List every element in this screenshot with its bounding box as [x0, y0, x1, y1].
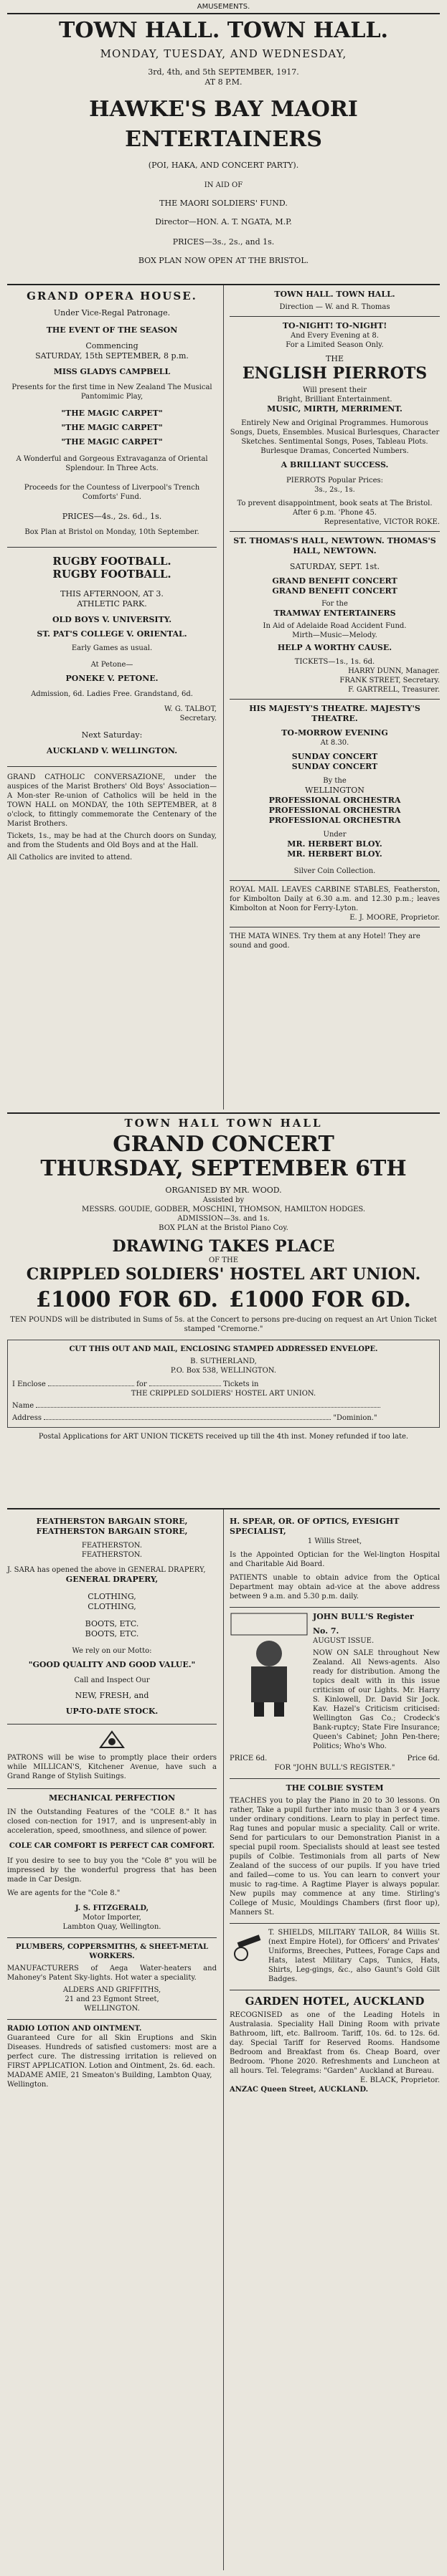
featherston-town-1: FEATHERSTON.: [81, 1542, 143, 1550]
coupon-address-line: [12, 1413, 435, 1423]
colbie-head: THE COLBIE SYSTEM: [286, 1783, 384, 1793]
his-majesty-bloy2: MR. HERBERT BLOY.: [287, 849, 382, 859]
concert-ten: TEN POUNDS will be distributed in Sums of 5s. at the Concert to persons pre-ducing on request an Art Union Ticket stamped "Cremorne.": [10, 1316, 437, 1333]
john-bull-figure-icon: [230, 1612, 309, 1719]
rugby-petone: At Petone—: [90, 661, 133, 669]
register-for: FOR "JOHN BULL'S REGISTER.": [274, 1764, 395, 1772]
plumbers-firm: ALDERS AND GRIFFITHS,: [62, 1986, 161, 1994]
spear-ad: [230, 1517, 440, 1601]
his-majesty-sc2: SUNDAY CONCERT: [291, 762, 378, 771]
pierrots-every: And Every Evening at 8.: [291, 332, 379, 340]
catholic-text: GRAND CATHOLIC CONVERSAZIONE, under the auspices of the Marist Brothers' Old Boys' Association—A Mon-ster Re-union of Catholics will be held in the TOWN HALL on MONDAY, the 10th SEPTEMBER, at 8 o'clock, to fittingly commemorate the Centenary of the Marist Brothers.: [7, 773, 217, 828]
pierrots-rep: Representative, VICTOR ROKE.: [324, 518, 440, 526]
rule-plumbers: [7, 2019, 217, 2020]
mechanical-cole: COLE CAR COMFORT IS PERFECT CAR COMFORT.: [9, 1842, 215, 1850]
grand-concert-ad: [7, 1117, 440, 1441]
garden-head: GARDEN HOTEL, AUCKLAND: [245, 1995, 425, 2008]
rugby-next: Next Saturday:: [81, 730, 143, 740]
column-divider-1: [223, 285, 224, 1110]
st-thomas-gbc1: GRAND BENEFIT CONCERT: [272, 576, 397, 586]
his-majesty-po1: PROFESSIONAL ORCHESTRA: [268, 796, 401, 805]
st-thomas-head: ST. THOMAS'S HALL, NEWTOWN. THOMAS'S HALL, NEWTOWN.: [233, 536, 436, 555]
maori-prices: PRICES—3s., 2s., and 1s.: [172, 237, 275, 247]
rugby-match-1: OLD BOYS V. UNIVERSITY.: [52, 615, 172, 624]
maori-title: HAWKE'S BAY MAORI: [89, 97, 358, 122]
st-thomas-tramway: TRAMWAY ENTERTAINERS: [273, 609, 396, 618]
his-majesty-welly: WELLINGTON: [305, 786, 364, 795]
coupon-address-blank[interactable]: [44, 1419, 331, 1420]
radio-text: Guaranteed Cure for all Skin Eruptions and Skin Diseases. Hundreds of satisfied customers: most are a perfect cure. The distressing irritation is relieved on FIRST APPLICATION. Lotion and Ointment, 2s. 6d. each.: [7, 2034, 217, 2070]
rule-rugby: [7, 766, 217, 767]
pierrots-head: TOWN HALL. TOWN HALL.: [274, 290, 395, 299]
rule-colbie: [230, 1923, 440, 1924]
mechanical-agents: We are agents for the "Cole 8.": [7, 1889, 121, 1897]
section-header: AMUSEMENTS.: [197, 3, 250, 11]
opera-carpet-2: "THE MAGIC CARPET": [61, 423, 163, 432]
mechanical-ad: [7, 1793, 217, 1932]
opera-head: GRAND OPERA HOUSE.: [27, 290, 197, 302]
his-majesty-by: By the: [323, 777, 347, 785]
his-majesty-tomorrow: TO-MORROW EVENING: [281, 728, 388, 738]
concert-prize-2: £1000 FOR 6D.: [229, 1287, 411, 1312]
townhall-days: MONDAY, TUESDAY, AND WEDNESDAY,: [100, 47, 347, 60]
rugby-admission: Admission, 6d. Ladies Free. Grandstand, 6d.: [31, 690, 193, 698]
mechanical-lambton: Lambton Quay, Wellington.: [62, 1923, 161, 1931]
register-august: AUGUST ISSUE.: [313, 1637, 375, 1645]
rugby-match-3: PONEKE V. PETONE.: [65, 674, 159, 683]
coupon-name-line: [12, 1401, 435, 1411]
shields-ad: [230, 1928, 440, 1984]
townhall-title: TOWN HALL. TOWN HALL.: [59, 18, 388, 43]
radio-head: RADIO LOTION AND OINTMENT.: [7, 2025, 142, 2033]
rugby-match-4: AUCKLAND V. WELLINGTON.: [46, 746, 178, 755]
concert-head: TOWN HALL TOWN HALL: [124, 1117, 323, 1130]
st-thomas-sat: SATURDAY, SEPT. 1st.: [289, 562, 380, 571]
pierrots-ad: [230, 290, 440, 527]
anzac-text: ANZAC Queen Street, AUCKLAND.: [230, 2086, 369, 2094]
catholic-tickets: Tickets, 1s., may be had at the Church doors on Sunday, and from the Students and Old Boys and at the Hall.: [7, 832, 217, 849]
register-now: NOW ON SALE throughout New Zealand. All News-agents. Also ready for distribution. Among the topics dealt with in this issue criticism of our Lights. Mr. Harry S. Kinlowell, Dr. David Sir Jock. Kav. Hazel's Criticism criticised: Wellington Gas Co.; Crodeck's Bank-ruptcy; State Fire Insurance; Queen's Cabinet; John Pen-there; Politics; Who's Who.: [313, 1649, 440, 1750]
featherston-uptodate: UP-TO-DATE STOCK.: [65, 1707, 159, 1716]
maori-aid: IN AID OF: [204, 181, 243, 189]
coupon-count-blank[interactable]: [149, 1385, 221, 1386]
plumbers-city: WELLINGTON.: [84, 2005, 140, 2013]
opera-proceeds: Proceeds for the Countess of Liverpool's Trench Comforts' Fund.: [24, 484, 200, 501]
mechanical-fitz: J. S. FITZGERALD,: [75, 1904, 149, 1912]
register-ad: [230, 1612, 440, 1751]
garden-sig: E. BLACK, Proprietor.: [359, 2076, 440, 2084]
concert-admission: ADMISSION—3s. and 1s.: [177, 1215, 270, 1223]
left-column-lower: [7, 1517, 217, 2089]
his-majesty-ad: [230, 704, 440, 876]
register-no: No. 7.: [313, 1626, 339, 1636]
radio-ad: [7, 2024, 217, 2089]
his-majesty-under: Under: [323, 831, 347, 839]
rugby-early: Early Games as usual.: [71, 644, 153, 652]
townhall-maori-ad: [7, 19, 440, 266]
concert-prizes: [7, 1288, 440, 1312]
featherston-town-2: FEATHERSTON.: [81, 1551, 143, 1559]
concert-hostel: CRIPPLED SOLDIERS' HOSTEL ART UNION.: [26, 1265, 421, 1284]
shields-text: T. SHIELDS, MILITARY TAILOR, 84 Willis St. (next Empire Hotel), for Officers' and Privates' Uniforms, Breeches, Puttees, Forage Caps and Hats, latest Military Caps, Tunics, Hats, Shirts, Leg-gings, &c., also Gaunt's Gold Gilt Badges.: [268, 1929, 440, 1983]
catholic-invited: All Catholics are invited to attend.: [7, 854, 133, 862]
spear-patients: PATIENTS unable to obtain advice from the Optical Department may obtain ad-vice at the above address between 9 a.m. and 5.30 p.m. daily.: [230, 1574, 440, 1601]
coupon-sutherland: B. SUTHERLAND,: [190, 1358, 257, 1365]
register-badge: JOHN BULL'S Register: [313, 1612, 414, 1621]
coupon-cut: CUT THIS OUT AND MAIL, ENCLOSING STAMPED ADDRESSED ENVELOPE.: [69, 1345, 378, 1353]
royal-mail-sig: E. J. MOORE, Proprietor.: [349, 914, 440, 922]
register-prices: [230, 1754, 440, 1763]
mechanical-if: If you desire to see to buy you the "Cole 8" you will be impressed by the wonderful progress that has been made in Car Design.: [7, 1857, 217, 1884]
featherston-gd: GENERAL DRAPERY,: [65, 1575, 159, 1584]
st-thomas-aid: In Aid of Adelaide Road Accident Fund.: [263, 622, 407, 630]
rule-his-majesty: [230, 880, 440, 881]
register-price: PRICE 6d.: [230, 1755, 268, 1762]
garden-ad: [230, 1995, 440, 2094]
cannon-icon: [230, 1928, 264, 1962]
concert-prize-1: £1000 FOR 6D.: [36, 1287, 218, 1312]
rugby-head-2: RUGBY FOOTBALL.: [52, 568, 171, 581]
his-majesty-head: HIS MAJESTY'S THEATRE. MAJESTY'S THEATRE.: [249, 704, 420, 723]
pierrots-music: MUSIC, MIRTH, MERRIMENT.: [267, 404, 403, 414]
pierrots-title: ENGLISH PIERROTS: [242, 364, 428, 383]
coupon-address: Address: [12, 1414, 42, 1422]
register-price-2: Price 6d.: [407, 1755, 440, 1762]
st-thomas-help: HELP A WORTHY CAUSE.: [277, 643, 392, 652]
concert-grand: GRAND CONCERT: [113, 1132, 334, 1157]
coupon-name-blank[interactable]: [36, 1407, 380, 1408]
maori-title2: ENTERTAINERS: [125, 127, 322, 152]
concert-boxplan: BOX PLAN at the Bristol Piano Coy.: [159, 1224, 288, 1232]
coupon-enclose: I Enclose: [12, 1380, 46, 1388]
featherston-ad: [7, 1517, 217, 1717]
pierrots-prices: 3s., 2s., 1s.: [314, 486, 355, 494]
concert-postal: Postal Applications for ART UNION TICKETS received up till the 4th inst. Money refunded if too late.: [38, 1433, 409, 1441]
st-thomas-tres: F. GARTRELL, Treasurer.: [348, 686, 440, 694]
opera-vice: Under Vice-Regal Patronage.: [53, 308, 171, 318]
rugby-secretary: Secretary.: [179, 715, 217, 722]
his-majesty-bloy1: MR. HERBERT BLOY.: [287, 839, 382, 849]
st-thomas-gbc2: GRAND BENEFIT CONCERT: [272, 586, 397, 596]
featherston-head-2: FEATHERSTON BARGAIN STORE,: [36, 1527, 188, 1536]
right-column-upper: [230, 290, 440, 950]
featherston-boots: BOOTS, ETC.: [85, 1619, 139, 1628]
maori-director: Director—HON. A. T. NGATA, M.P.: [155, 217, 292, 226]
featherston-clothing-2: CLOTHING,: [88, 1602, 136, 1611]
rule-st-thomas: [230, 699, 440, 700]
plumbers-ad: [7, 1942, 217, 2013]
featherston-boots-2: BOOTS, ETC.: [85, 1629, 139, 1638]
opera-ad: [7, 290, 217, 537]
pierrots-prices-h: PIERROTS Popular Prices:: [286, 477, 383, 485]
rule-millicans: [7, 1788, 217, 1789]
rugby-this: THIS AFTERNOON, AT 3.: [60, 589, 164, 598]
coupon-name: Name: [12, 1402, 34, 1410]
plumbers-addr: 21 and 23 Egmont Street,: [65, 1995, 159, 2003]
plumbers-head: PLUMBERS, COPPERSMITHS, & SHEET-METAL WORKERS.: [15, 1943, 209, 1960]
rule-spear: [230, 1607, 440, 1608]
garden-text: RECOGNISED as one of the Leading Hotels in Australasia. Speciality Hall Dining Room with private Bathroom, lift, etc. Ballroom. Tariff, 10s. 6d. to 12s. 6d. day. Special Tariff for Reserved Rooms. Handsome Bedroom and Breakfast from 6s. Cheap Board, over Bedroom. 'Phone 2020. Refreshments and Luncheon at all hours. Tel. Telegrams: "Garden" Auckland at Bureau.: [230, 2011, 440, 2075]
townhall-dates: 3rd, 4th, and 5th SEPTEMBER, 1917.: [148, 67, 299, 77]
rule-pierrots-b: [230, 531, 440, 532]
mechanical-motor: Motor Importer,: [83, 1914, 141, 1922]
his-majesty-silver: Silver Coin Collection.: [293, 867, 376, 875]
mechanical-head: MECHANICAL PERFECTION: [48, 1793, 175, 1803]
pierrots-prevent: To prevent disappointment, book seats at The Bristol. After 6 p.m. 'Phone 45.: [237, 500, 433, 517]
opera-boxplan: Box Plan at Bristol on Monday, 10th September.: [24, 528, 199, 536]
pierrots-season: For a Limited Season Only.: [286, 341, 384, 349]
left-column-upper: [7, 290, 217, 862]
concert-organised: ORGANISED BY MR. WOOD.: [165, 1186, 282, 1195]
rule-opera: [7, 547, 217, 548]
townhall-time: AT 8 P.M.: [204, 77, 243, 87]
spear-appointed: Is the Appointed Optician for the Wel-lington Hospital and Charitable Aid Board.: [230, 1551, 440, 1568]
rugby-match-2: ST. PAT'S COLLEGE V. ORIENTAL.: [37, 629, 187, 639]
coupon-dominion: "Dominion.": [333, 1414, 377, 1422]
colbie-text: TEACHES you to play the Piano in 20 to 30 lessons. On rather, Take a pupil further into music than 3 or 4 years under ordinary conditions. Learn to play in perfect time. Rag tunes and popular music a speciality. Call or write. Send for particulars to our Demonstration Pianist in a special pupil room. Specialists should at least see tested pupils of Colbie. Testimonials from all parts of New Zealand of the success of our pupils. If you have tried and failed—come to us. You can learn to convert your music to rag-time. A Ragtime Player is always popular. New pupils may commence at any time. Stirling's College of Music, Mouldings Chambers (first floor up), Manners St.: [230, 1797, 440, 1917]
concert-names: MESSRS. GOUDIE, GODBER, MOSCHINI, THOMSON, HAMILTON HODGES.: [81, 1206, 366, 1213]
spear-head: H. SPEAR, OR. OF OPTICS, EYESIGHT SPECIALIST,: [230, 1517, 400, 1536]
rugby-ad: [7, 555, 217, 756]
pierrots-new: Entirely New and Original Programmes. Humorous Songs, Duets, Ensembles. Musical Burlesques, Character Sketches. Sentimental Songs, Poses, Tableau Plots. Burlesque Dramas, Concerted Numbers.: [230, 419, 440, 455]
his-majesty-po2: PROFESSIONAL ORCHESTRA: [268, 806, 401, 815]
concert-drawing: DRAWING TAKES PLACE: [112, 1237, 335, 1256]
rule-pierrots-a: [230, 316, 440, 317]
coupon-fund: THE CRIPPLED SOLDIERS' HOSTEL ART UNION.: [131, 1390, 316, 1398]
rule-register: [230, 1778, 440, 1779]
opera-prices: PRICES—4s., 2s. 6d., 1s.: [62, 512, 162, 521]
rugby-head-1: RUGBY FOOTBALL.: [52, 555, 171, 568]
st-thomas-mirth: Mirth—Music—Melody.: [292, 631, 377, 639]
concert-date: THURSDAY, SEPTEMBER 6TH: [40, 1156, 407, 1181]
concert-of: OF THE: [208, 1256, 238, 1264]
opera-star: MISS GLADYS CAMPBELL: [53, 367, 171, 376]
royal-mail-ad: [230, 885, 440, 922]
opera-carpet-3: "THE MAGIC CARPET": [61, 437, 163, 447]
opera-commencing: Commencing: [85, 341, 138, 350]
mata-text: THE MATA WINES. Try them at any Hotel! They are sound and good.: [230, 932, 420, 950]
featherston-call: Call and Inspect Our: [74, 1676, 150, 1684]
pierrots-tonight: TO-NIGHT! TO-NIGHT!: [282, 321, 387, 330]
pierrots-the: THE: [326, 354, 344, 363]
pierrots-direction: Direction — W. and R. Thomas: [279, 303, 390, 311]
register-body: [313, 1612, 440, 1751]
opera-event: THE EVENT OF THE SEASON: [46, 325, 178, 335]
pierrots-success: A BRILLIANT SUCCESS.: [281, 460, 389, 469]
opera-carpet-1: "THE MAGIC CARPET": [61, 409, 163, 418]
coupon-amount-blank[interactable]: [48, 1385, 134, 1386]
mechanical-text: IN the Outstanding Features of the "COLE 8." It has closed con-nection for 1917, and is unpresent-ably in acceleration, speed, smoothness, and silence of power.: [7, 1808, 217, 1835]
header-rule: [7, 13, 440, 14]
st-thomas-for: For the: [321, 600, 348, 608]
right-column-lower: [230, 1517, 440, 2094]
featherston-new: NEW, FRESH, and: [75, 1691, 149, 1700]
rugby-sec: W. G. TALBOT,: [164, 705, 217, 713]
his-majesty-po3: PROFESSIONAL ORCHESTRA: [268, 816, 401, 825]
column-divider-2: [223, 1509, 224, 2570]
maori-fund: THE MAORI SOLDIERS' FUND.: [159, 199, 288, 208]
rule-mechanical: [7, 1937, 217, 1938]
colbie-ad: [230, 1783, 440, 1917]
maori-sub: (POI, HAKA, AND CONCERT PARTY).: [148, 161, 299, 170]
featherston-clothing-1: CLOTHING,: [88, 1592, 136, 1601]
concert-assisted: Assisted by: [202, 1196, 245, 1204]
featherston-motto: We rely on our Motto:: [72, 1647, 152, 1655]
maori-boxplan: BOX PLAN NOW OPEN AT THE BRISTOL.: [138, 256, 309, 265]
spear-addr: 1 Willis Street,: [307, 1537, 362, 1545]
catholic-ad: [7, 773, 217, 862]
crest-icon: [98, 1729, 126, 1750]
opera-date: SATURDAY, 15th SEPTEMBER, 8 p.m.: [35, 351, 189, 361]
featherston-sara: J. SARA has opened the above in GENERAL DRAPERY,: [7, 1566, 206, 1574]
his-majesty-at: At 8.30.: [320, 739, 349, 747]
featherston-head-1: FEATHERSTON BARGAIN STORE,: [36, 1517, 188, 1526]
plumbers-text: MANUFACTURERS of Aega Water-heaters and Mahoney's Patent Sky-lights. Hot water a speciality.: [7, 1965, 217, 1982]
featherston-good: "GOOD QUALITY AND GOOD VALUE.": [28, 1660, 196, 1669]
st-thomas-sec: FRANK STREET, Secretary.: [339, 677, 440, 684]
opera-wonderful: A Wonderful and Gorgeous Extravaganza of Oriental Splendour. In Three Acts.: [16, 455, 208, 472]
rule-featherston: [7, 1724, 217, 1725]
st-thomas-tickets: TICKETS—1s., 1s. 6d.: [294, 658, 375, 666]
rugby-park: ATHLETIC PARK.: [77, 599, 147, 609]
st-thomas-mgr: HARRY DUNN, Manager.: [348, 667, 440, 675]
coupon-po: P.O. Box 538, WELLINGTON.: [170, 1367, 277, 1375]
coupon-for: for: [136, 1380, 147, 1388]
pierrots-bright: Bright, Brilliant Entertainment.: [277, 396, 392, 404]
his-majesty-sc1: SUNDAY CONCERT: [291, 752, 378, 761]
concert-coupon: [7, 1340, 440, 1428]
coupon-enclose-line: [12, 1380, 435, 1389]
opera-presents: Presents for the first time in New Zealand The Musical Pantomimic Play,: [11, 383, 212, 401]
pierrots-present: Will present their: [302, 386, 367, 394]
st-thomas-ad: [230, 536, 440, 695]
radio-sig: MADAME AMIE, 21 Smeaton's Building, Lambton Quay, Wellington.: [7, 2071, 212, 2089]
rule-b: [7, 1112, 440, 1114]
millicans-text: PATRONS will be wise to promptly place their orders while MILLICAN'S, Kitchener Avenue, have such a Grand Range of Stylish Suitings.: [7, 1754, 217, 1780]
royal-mail-text: ROYAL MAIL LEAVES CARBINE STABLES, Featherston, for Kimbolton Daily at 6.30 a.m. and 12.30 p.m.; leaves Kimbolton at Noon for Ferry-Lyton.: [230, 886, 440, 912]
coupon-tickets: Tickets in: [223, 1380, 259, 1388]
